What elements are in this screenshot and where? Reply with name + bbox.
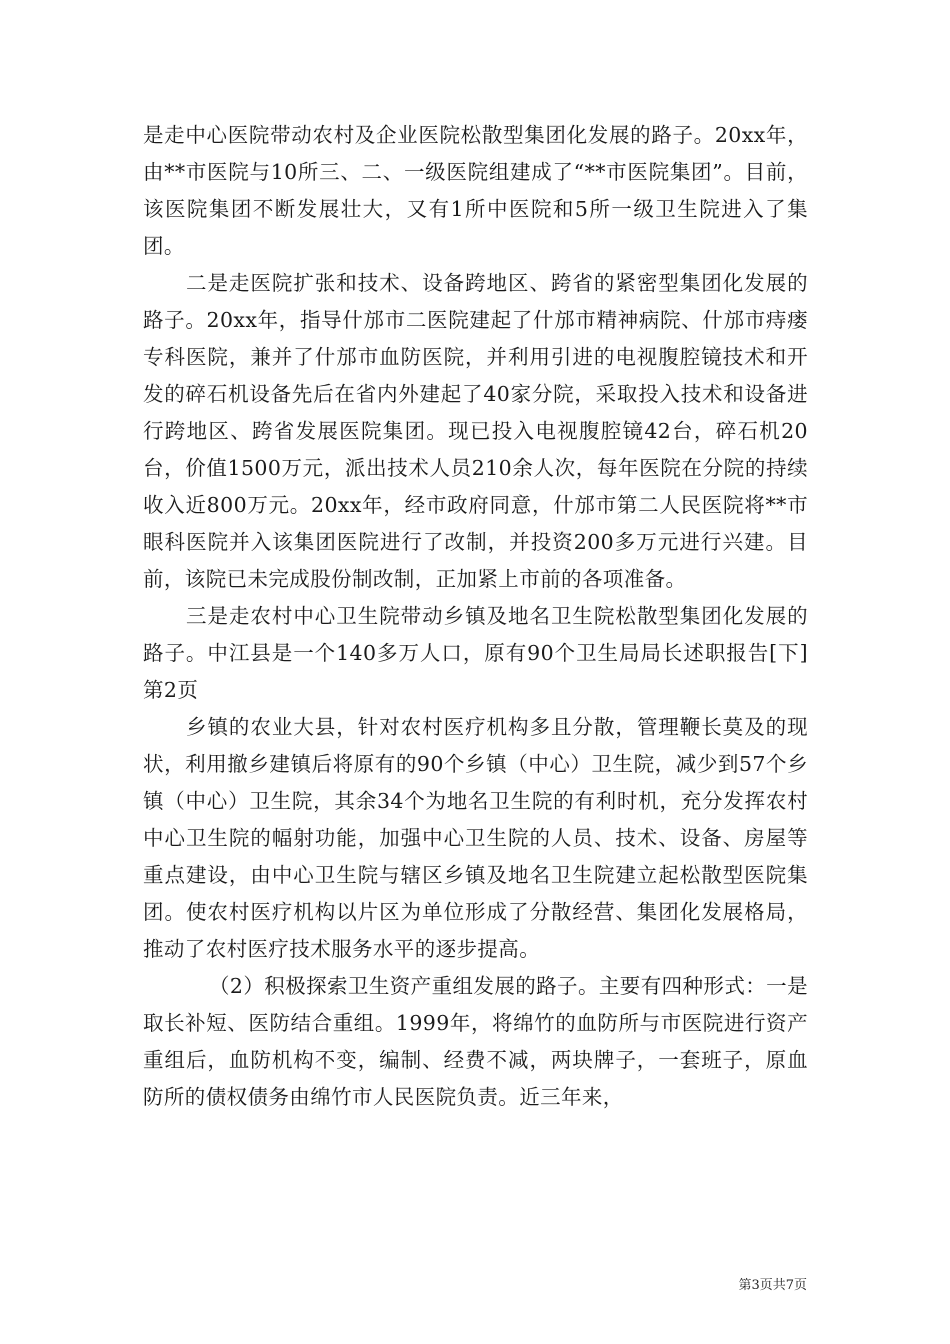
- paragraph-5: （2）积极探索卫生资产重组发展的路子。主要有四种形式：一是取长补短、医防结合重组。1999年，将绵竹的血防所与市医院进行资产重组后，血防机构不变，编制、经费不减，两块牌子，一套班子，原血防所的债权债务由绵竹市人民医院负责。近三年来，: [143, 974, 808, 1109]
- page-number-footer: 第3页共7页: [738, 1278, 807, 1293]
- paragraph-4: 乡镇的农业大县，针对农村医疗机构多且分散，管理鞭长莫及的现状，利用撤乡建镇后将原有的90个乡镇（中心）卫生院，减少到57个乡镇（中心）卫生院，其余34个为地名卫生院的有利时机，充分发挥农村中心卫生院的幅射功能，加强中心卫生院的人员、技术、设备、房屋等重点建设，由中心卫生院与辖区乡镇及地名卫生院建立起松散型医院集团。使农村医疗机构以片区为单位形成了分散经营、集团化发展格局，推动了农村医疗技术服务水平的逐步提高。: [143, 715, 808, 961]
- paragraph-2: 二是走医院扩张和技术、设备跨地区、跨省的紧密型集团化发展的路子。20xx年，指导什邡市二医院建起了什邡市精神病院、什邡市痔瘘专科医院，兼并了什邡市血防医院，并利用引进的电视腹腔镜技术和开发的碎石机设备先后在省内外建起了40家分院，采取投入技术和设备进行跨地区、跨省发展医院集团。现已投入电视腹腔镜42台，碎石机20台，价值1500万元，派出技术人员210余人次，每年医院在分院的持续收入近800万元。20xx年，经市政府同意，什邡市第二人民医院将**市眼科医院并入该集团医院进行了改制，并投资200多万元进行兴建。目前，该院已未完成股份制改制，正加紧上市前的各项准备。: [143, 271, 808, 591]
- document-body: [143, 117, 808, 1116]
- paragraph-1: 是走中心医院带动农村及企业医院松散型集团化发展的路子。20xx年，由**市医院与10所三、二、一级医院组建成了“**市医院集团”。目前，该医院集团不断发展壮大，又有1所中医院和5所一级卫生院进入了集团。: [143, 123, 808, 258]
- paragraph-3: 三是走农村中心卫生院带动乡镇及地名卫生院松散型集团化发展的路子。中江县是一个140多万人口，原有90个卫生局局长述职报告[下]第2页: [143, 604, 808, 702]
